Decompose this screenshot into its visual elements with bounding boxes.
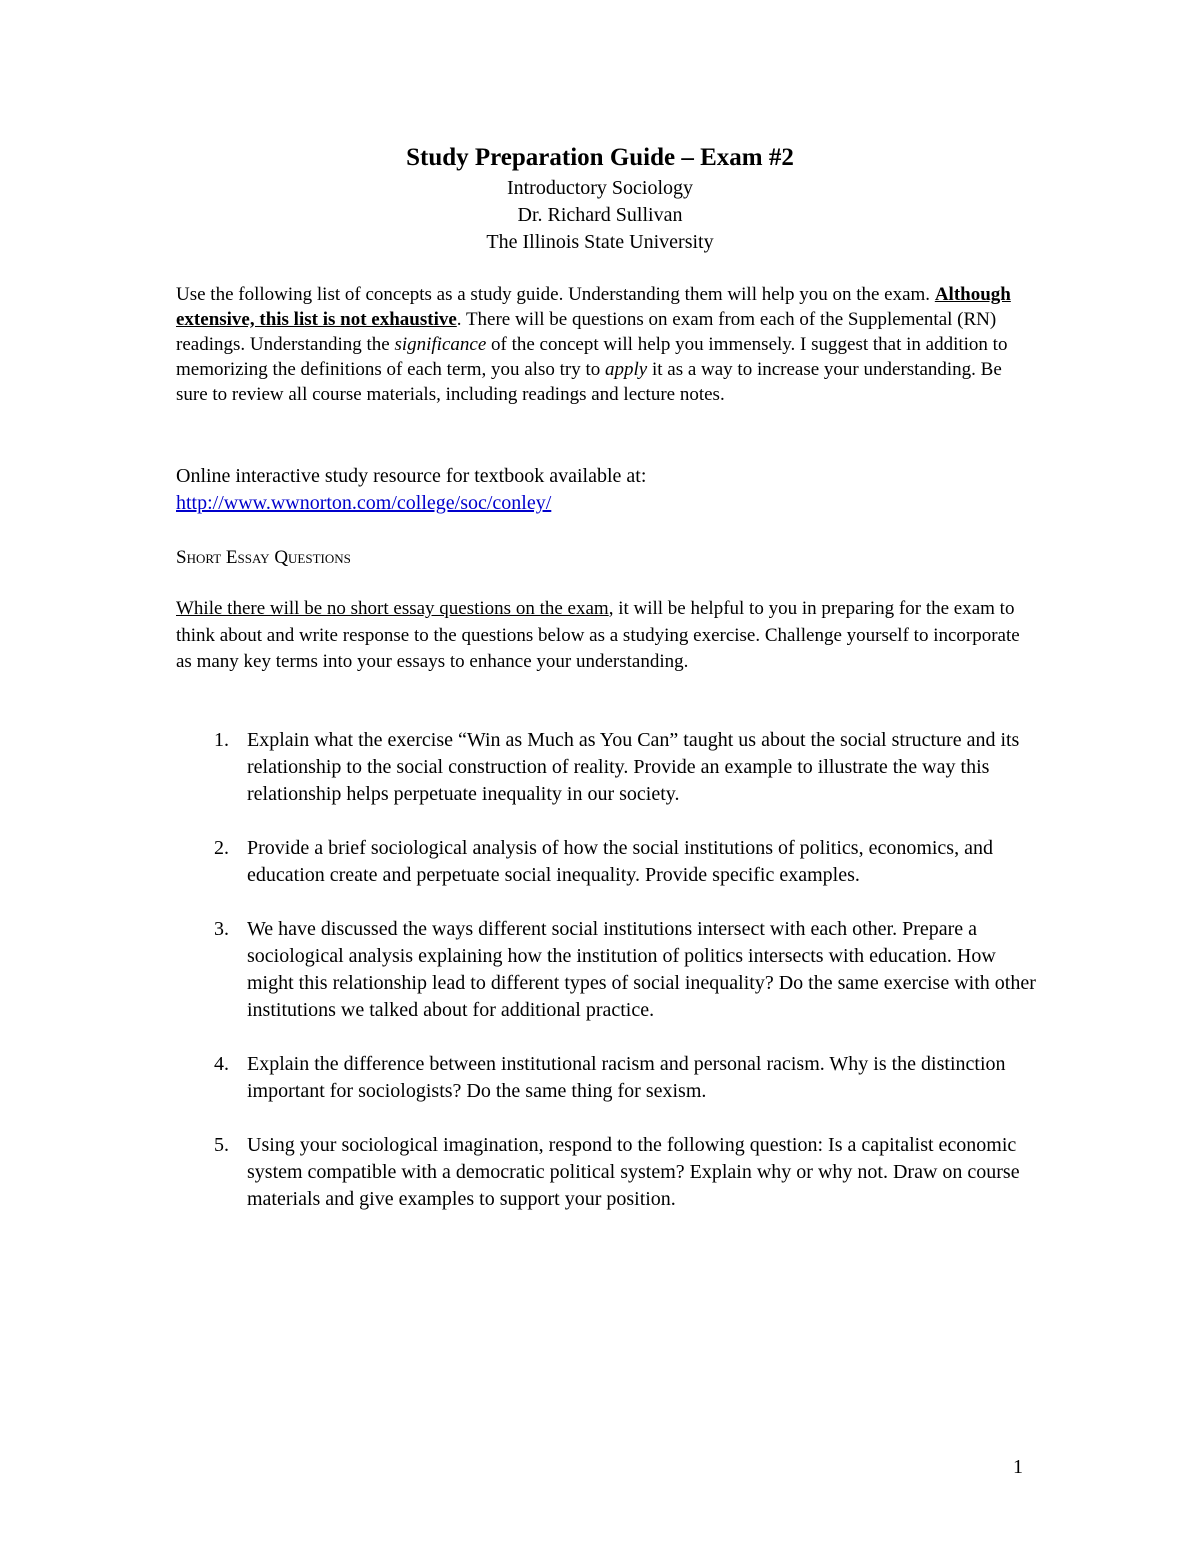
question-number: 4. [214, 1053, 229, 1075]
resource-label: Online interactive study resource for textbook available at: [176, 465, 647, 487]
question-number: 1. [214, 729, 229, 751]
question-text: Explain the difference between institutional racism and personal racism. Why is the distinction important for sociologists? Do the same thing for sexism. [247, 1053, 1006, 1102]
question-text: Explain what the exercise “Win as Much as You Can” taught us about the social structure and its relationship to the social construction of reality. Provide an example to illustrate the way this relationship helps perpetuate inequality in our society. [247, 729, 1020, 805]
intro-italic-apply: apply [604, 359, 648, 380]
question-number: 5. [214, 1134, 229, 1156]
university-name: The Illinois State University [486, 231, 714, 253]
intro-text-3: of the concept will help you immensely. I suggest that in addition to memorizing the definitions of each term, you also try to [176, 334, 1008, 380]
intro-italic-significance: significance [394, 334, 487, 355]
question-number: 3. [214, 918, 229, 940]
instructions-paragraph [176, 596, 1036, 676]
intro-emphasis: Although extensive, this list is not exhaustive [176, 284, 1011, 330]
intro-text-1: Use the following list of concepts as a study guide. Understanding them will help you on the exam. [176, 284, 935, 305]
instructor-name: Dr. Richard Sullivan [517, 204, 683, 226]
intro-paragraph [176, 282, 1036, 407]
question-item [176, 727, 1036, 808]
question-item [176, 835, 1036, 889]
instructions-underlined: While there will be no short essay questions on the exam [176, 598, 609, 619]
question-item [176, 1132, 1036, 1213]
question-text: Provide a brief sociological analysis of how the social institutions of politics, economics, and education create and perpetuate social inequality. Provide specific examples. [247, 837, 993, 886]
instructions-text: , it will be helpful to you in preparing for the exam to think about and write response to the questions below as a studying exercise. Challenge yourself to incorporate as many key terms into your essays to enhance your understanding. [176, 598, 1020, 672]
resource-link[interactable]: http://www.wwnorton.com/college/soc/conley/ [176, 492, 552, 514]
resource-paragraph [176, 463, 1036, 517]
document-title: Study Preparation Guide – Exam #2 [406, 144, 794, 171]
question-item [176, 1051, 1036, 1105]
question-item [176, 916, 1036, 1024]
intro-text-2: . There will be questions on exam from each of the Supplemental (RN) readings. Understanding the [176, 309, 997, 355]
document-header [0, 141, 1200, 256]
question-number: 2. [214, 837, 229, 859]
page-number: 1 [1013, 1456, 1023, 1478]
intro-text-4: it as a way to increase your understanding. Be sure to review all course materials, including readings and lecture notes. [176, 359, 1002, 405]
question-text: Using your sociological imagination, respond to the following question: Is a capitalist economic system compatible with a democratic political system? Explain why or why not. Draw on course materials and give examples to support your position. [247, 1134, 1020, 1210]
course-name: Introductory Sociology [506, 177, 694, 199]
questions-list [176, 727, 1036, 1240]
section-heading [176, 545, 351, 571]
section-heading-text: Short Essay Questions [176, 547, 351, 568]
question-text: We have discussed the ways different social institutions intersect with each other. Prepare a sociological analysis explaining how the institution of politics intersects with education. How might this relationship lead to different types of social inequality? Do the same exercise with other institutions we talked about for additional practice. [247, 918, 1036, 1021]
